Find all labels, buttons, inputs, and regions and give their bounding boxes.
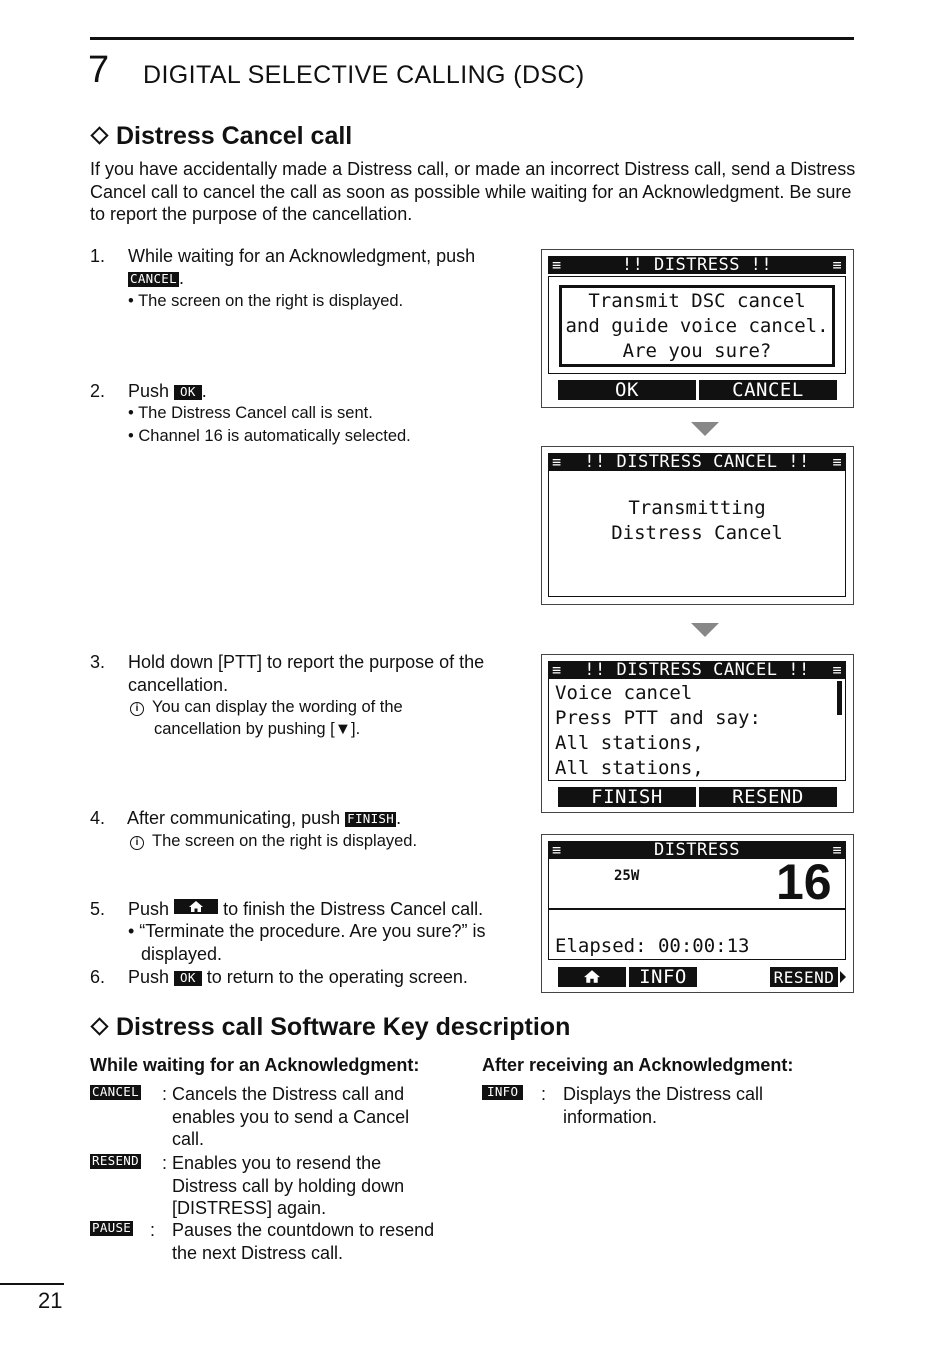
lcd-screen-transmitting — [541, 446, 854, 605]
page-number: 21 — [38, 1288, 63, 1313]
step-5-note: • “Terminate the procedure. Are you sure?” is — [128, 921, 486, 941]
dialog-line: and guide voice cancel. — [565, 315, 829, 337]
resend-softkey[interactable]: RESEND — [770, 967, 838, 987]
step-3-note: cancellation by pushing [▼]. — [154, 720, 361, 738]
step-number: 1. — [90, 246, 106, 266]
left-column-heading: While waiting for an Acknowledgment: — [90, 1055, 420, 1075]
ok-key: OK — [174, 971, 202, 986]
menu-icon: ≡ — [552, 256, 562, 274]
step-3-text: Hold down [PTT] to report the purpose of the — [128, 652, 485, 672]
step-1-text: While waiting for an Acknowledgment, push — [128, 246, 476, 266]
step-5-text: Push to finish the Distress Cancel call. — [128, 899, 484, 919]
arrow-down-icon — [691, 422, 719, 436]
home-key — [174, 899, 218, 914]
message-line: All stations, — [555, 757, 704, 779]
scrollbar[interactable] — [837, 681, 842, 715]
chapter-title: DIGITAL SELECTIVE CALLING (DSC) — [143, 61, 585, 89]
menu-icon: ≡ — [832, 256, 842, 274]
menu-icon: ≡ — [832, 841, 842, 859]
step-number: 2. — [90, 381, 106, 401]
key-cancel-label — [90, 1084, 141, 1102]
cancel-key: CANCEL — [130, 271, 177, 286]
section-title-software-keys: Distress call Software Key description — [90, 1013, 570, 1042]
lcd-header: ≡ !! DISTRESS CANCEL !! ≡ — [548, 453, 846, 471]
key-cancel-desc: Cancels the Distress call and enables you to send a Cancel call. — [172, 1084, 410, 1150]
step-4-note: i The screen on the right is displayed. — [130, 830, 417, 853]
section-title-distress-cancel: Distress Cancel call — [90, 122, 352, 151]
step-2-note: • Channel 16 is automatically selected. — [128, 427, 411, 445]
message-line: All stations, — [555, 732, 704, 754]
step-number: 5. — [90, 899, 106, 919]
ok-softkey[interactable]: OK — [558, 380, 696, 400]
chapter-number: 7 — [88, 49, 110, 91]
home-icon — [189, 901, 203, 912]
menu-icon: ≡ — [552, 841, 562, 859]
step-6-text: Push OK to return to the operating screen. — [128, 967, 468, 987]
menu-icon: ≡ — [832, 661, 842, 679]
status-line: Transmitting — [628, 497, 766, 519]
key-separator: : — [150, 1220, 156, 1240]
page-number-rule — [0, 1283, 64, 1285]
lcd-screen-distress — [541, 249, 854, 408]
intro-paragraph: If you have accidentally made a Distress call, or made an incorrect Distress call, send a Distress Cancel call to cancel the call as soon as possible while waiting for an Acknowledgment. Be sure to report the purpose of the cancellation. — [90, 159, 856, 225]
dialog-line: Transmit DSC cancel — [588, 290, 806, 312]
lcd-screen-voice-cancel — [541, 654, 854, 813]
step-2-note: • The Distress Cancel call is sent. — [128, 404, 373, 422]
power-level: 25W — [614, 868, 640, 884]
pause-key: PAUSE — [92, 1220, 132, 1235]
resend-key: RESEND — [92, 1153, 139, 1168]
diamond-icon — [90, 1017, 108, 1035]
arrow-down-icon — [691, 623, 719, 637]
key-resend-desc: Enables you to resend the Distress call by holding down [DISTRESS] again. — [172, 1153, 405, 1219]
key-info-label — [482, 1084, 523, 1102]
ok-key: OK — [174, 385, 202, 400]
cancel-softkey[interactable]: CANCEL — [699, 380, 837, 400]
key-separator: : — [162, 1153, 168, 1173]
step-2-text: Push OK . — [128, 381, 207, 401]
top-rule — [90, 37, 854, 40]
right-column-heading: After receiving an Acknowledgment: — [482, 1055, 794, 1075]
step-3-text: cancellation. — [128, 675, 229, 695]
finish-key: FINISH — [347, 811, 395, 826]
step-1-note: • The screen on the right is displayed. — [128, 292, 404, 310]
step-number: 6. — [90, 967, 106, 987]
dialog-line: Are you sure? — [622, 340, 772, 362]
home-softkey[interactable] — [558, 967, 626, 987]
menu-icon: ≡ — [832, 453, 842, 471]
key-separator: : — [541, 1084, 547, 1104]
step-5-note: displayed. — [141, 944, 223, 964]
step-3-note: i You can display the wording of the — [130, 696, 403, 719]
lcd-screen-distress-status — [541, 834, 854, 993]
lcd-header: ≡ !! DISTRESS !! ≡ — [548, 256, 846, 274]
step-4-text: After communicating, push FINISH . — [127, 808, 402, 828]
info-icon: i — [130, 836, 144, 850]
info-icon: i — [130, 702, 144, 716]
key-pause-label — [90, 1220, 133, 1238]
key-separator: : — [162, 1084, 168, 1104]
finish-softkey[interactable]: FINISH — [558, 787, 696, 807]
home-icon — [584, 970, 600, 983]
step-number: 4. — [90, 808, 106, 828]
resend-softkey[interactable]: RESEND — [699, 787, 837, 807]
menu-icon: ≡ — [552, 453, 562, 471]
step-number: 3. — [90, 652, 106, 672]
key-pause-desc: Pauses the countdown to resend the next Distress call. — [172, 1220, 435, 1263]
channel-number: 16 — [776, 854, 832, 910]
status-line: Distress Cancel — [611, 522, 783, 544]
menu-icon: ≡ — [552, 661, 562, 679]
key-resend-label — [90, 1153, 141, 1171]
message-line: Voice cancel — [555, 682, 693, 704]
info-key: INFO — [482, 1085, 523, 1100]
lcd-header: ≡ DISTRESS ≡ — [548, 841, 846, 859]
key-info-desc: Displays the Distress call information. — [563, 1084, 764, 1127]
elapsed-time: Elapsed: 00:00:13 — [555, 935, 750, 957]
step-1-key-line: CANCEL . — [130, 268, 184, 288]
lcd-header: ≡ !! DISTRESS CANCEL !! ≡ — [548, 661, 846, 679]
info-softkey[interactable]: INFO — [629, 967, 697, 987]
arrow-right-icon — [840, 971, 846, 983]
cancel-key: CANCEL — [92, 1084, 139, 1099]
message-line: Press PTT and say: — [555, 707, 761, 729]
diamond-icon — [90, 126, 108, 144]
